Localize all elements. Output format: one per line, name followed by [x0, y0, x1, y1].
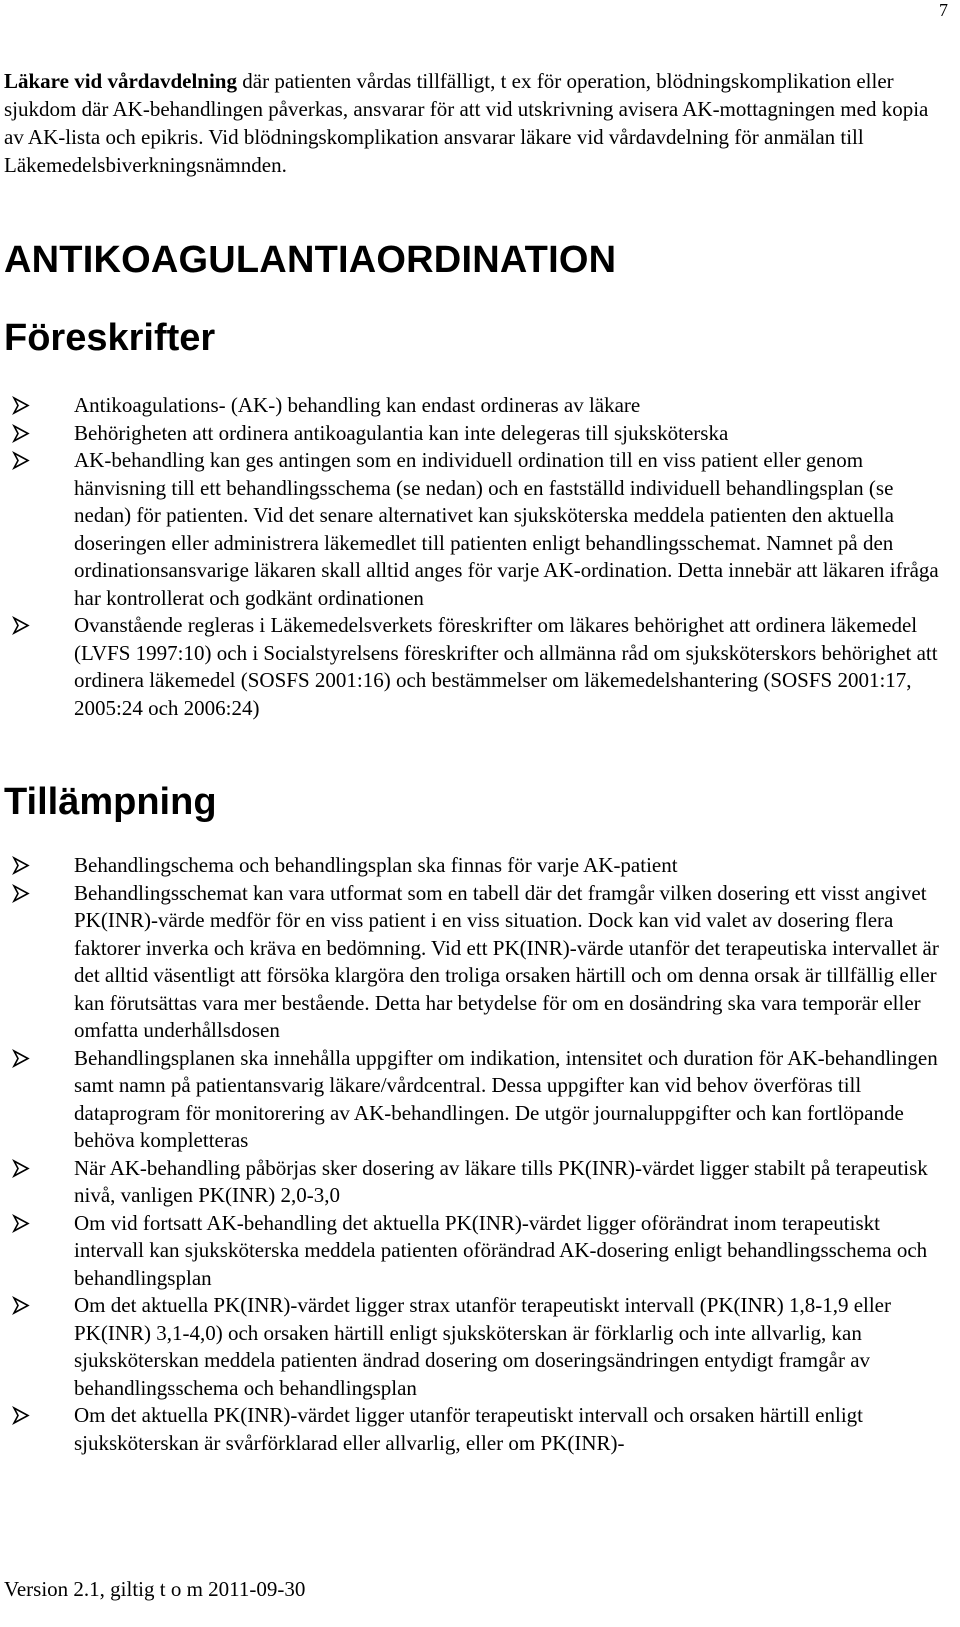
- arrowhead-bullet-icon: [10, 1402, 34, 1429]
- list-item-text: Om vid fortsatt AK-behandling det aktuella PK(INR)-värdet ligger oförändrat inom terapeutiskt intervall kan sjuksköterska meddela patienten oförändrad AK-dosering enligt behandlingsschema och behandlingsplan: [74, 1210, 928, 1290]
- page-footer: Version 2.1, giltig t o m 2011-09-30: [4, 1577, 306, 1601]
- intro-text: där patienten vårdas tillfälligt, t ex för operation, blödningskomplikation eller sjukdom där AK-behandlingen påverkas, ansvarar för att vid utskrivning avisera AK-mottagningen med kopia av AK-lista och epikris. Vid blödningskomplikation ansvarar läkare vid vårdavdelning för anmälan till Läkemedelsbiverkningsnämnden.: [4, 69, 929, 177]
- list-item-text: Behandlingsschemat kan vara utformat som en tabell där det framgår vilken dosering ett visst angivet PK(INR)-värde medför för en viss patient i en viss situation. Dock kan vid valet av dosering flera faktorer inverka och kräva en bedömning. Vid ett PK(INR)-värde utanför det terapeutiska intervallet är det alltid väsentligt att försöka klargöra den troliga orsaken härtill och om denna orsak är tillfällig eller kan förutsättas vara mer bestående. Detta har betydelse för om en dosändring ska vara temporär eller omfatta underhållsdosen: [74, 880, 939, 1042]
- foreskrifter-list: [0, 392, 940, 722]
- intro-paragraph: [4, 67, 944, 179]
- list-item-text: Behandlingsplanen ska innehålla uppgifter om indikation, intensitet och duration för AK-behandlingen samt namn på patientansvarig läkare/vårdcentral. Dessa uppgifter kan vid behov överföras till dataprogram för monitorering av AK-behandlingen. De utgör journaluppgifter och kan fortlöpande behöva kompletteras: [74, 1045, 938, 1152]
- arrowhead-bullet-icon: [10, 852, 34, 879]
- list-item: [0, 447, 940, 612]
- tillampning-list: [0, 852, 940, 1457]
- list-item-text: Ovanstående regleras i Läkemedelsverkets föreskrifter om läkares behörighet att ordinera läkemedel (LVFS 1997:10) och i Socialstyrelsens föreskrifter och allmänna råd om sjuksköterskors behörighet att ordinera läkemedel (SOSFS 2001:16) och bestämmelser om läkemedelshantering (SOSFS 2001:17, 2005:24 och 2006:24): [74, 613, 938, 720]
- page-number: 7: [939, 0, 948, 20]
- list-item: [0, 1155, 940, 1210]
- arrowhead-bullet-icon: [10, 1045, 34, 1072]
- list-item-text: AK-behandling kan ges antingen som en individuell ordination till en viss patient eller genom hänvisning till ett behandlingsschema (se nedan) och en fastställd individuell behandlingsplan (se nedan) för patienten. Vid det senare alternativet kan sjuksköterska meddela patienten den aktuella doseringen eller administrera läkemedlet till patienten enligt behandlingsschemat. Namnet på den ordinationsansvarige läkaren skall alltid anges för varje AK-ordination. Detta innebär att läkaren ifråga har kontrollerat och godkänt ordinationen: [74, 448, 939, 610]
- list-item-text: Antikoagulations- (AK-) behandling kan endast ordineras av läkare: [74, 393, 641, 417]
- arrowhead-bullet-icon: [10, 1292, 34, 1319]
- list-item-text: När AK-behandling påbörjas sker dosering av läkare tills PK(INR)-värdet ligger stabilt på terapeutisk nivå, vanligen PK(INR) 2,0-3,0: [74, 1155, 928, 1207]
- list-item: [0, 420, 940, 448]
- arrowhead-bullet-icon: [10, 1210, 34, 1237]
- list-item-text: Behörigheten att ordinera antikoagulantia kan inte delegeras till sjuksköterska: [74, 420, 729, 445]
- arrowhead-bullet-icon: [10, 1155, 34, 1182]
- intro-lead: Läkare vid vårdavdelning: [4, 69, 237, 93]
- list-item: [0, 1210, 940, 1293]
- list-item: [0, 612, 940, 722]
- arrowhead-bullet-icon: [10, 420, 34, 447]
- document-title: ANTIKOAGULANTIAORDINATION: [4, 239, 617, 281]
- list-item: [0, 392, 940, 420]
- list-item: [0, 1292, 940, 1402]
- arrowhead-bullet-icon: [10, 392, 34, 419]
- list-item: [0, 1045, 940, 1155]
- list-item-text: Om det aktuella PK(INR)-värdet ligger strax utanför terapeutiskt intervall (PK(INR) 1,8-1,9 eller PK(INR) 3,1-4,0) och orsaken härtill enligt sjuksköterskan är förklarlig och inte allvarlig, kan sjuksköterskan meddela patienten ändrad dosering om doseringsändringen entydigt framgår av behandlingsschema och behandlingsplan: [74, 1293, 892, 1400]
- arrowhead-bullet-icon: [10, 612, 34, 639]
- section-heading-foreskrifter: Föreskrifter: [4, 317, 216, 359]
- section-heading-tillampning: Tillämpning: [4, 781, 217, 823]
- list-item-text: Behandlingschema och behandlingsplan ska finnas för varje AK-patient: [74, 853, 678, 877]
- arrowhead-bullet-icon: [10, 447, 34, 474]
- list-item: [0, 1402, 940, 1457]
- list-item: [0, 880, 940, 1045]
- arrowhead-bullet-icon: [10, 880, 34, 907]
- list-item-text: Om det aktuella PK(INR)-värdet ligger utanför terapeutiskt intervall och orsaken härtill enligt sjuksköterskan är svårförklarad eller allvarlig, eller om PK(INR)-: [74, 1403, 863, 1455]
- list-item: [0, 852, 940, 880]
